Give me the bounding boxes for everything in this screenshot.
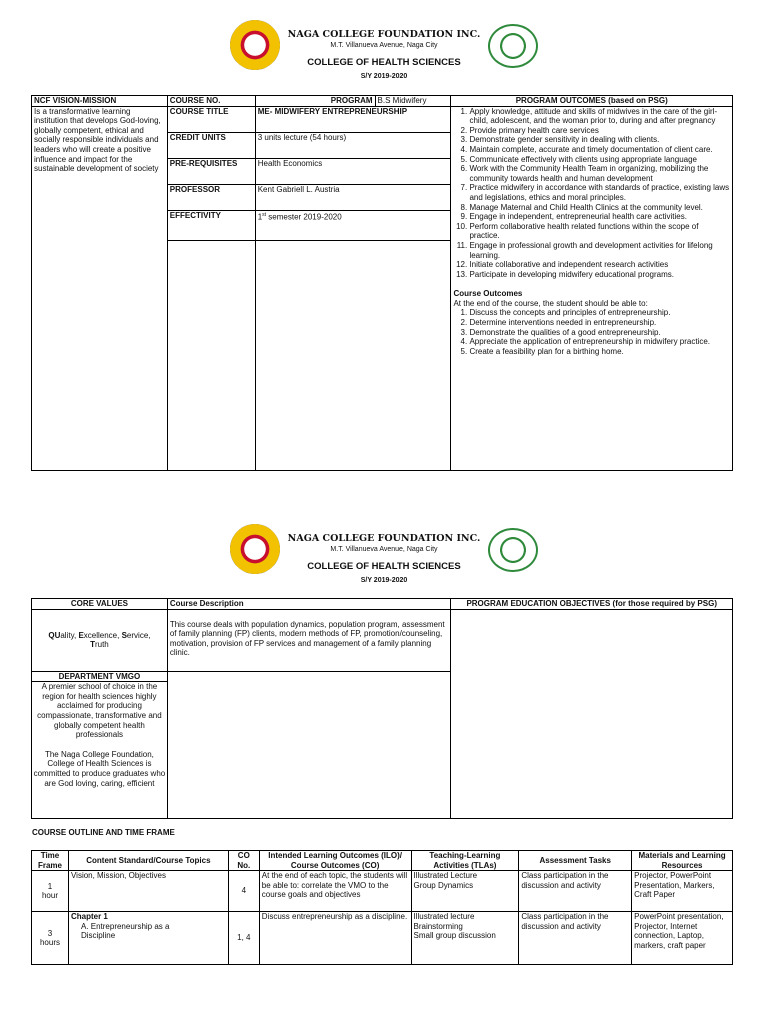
po-item: 3. Demonstrate gender sensitivity in dealing with clients. bbox=[469, 135, 730, 145]
cv-letter: E bbox=[78, 630, 84, 640]
blank-cell bbox=[167, 671, 451, 818]
blank-cell bbox=[167, 241, 255, 471]
row1-tla bbox=[411, 871, 519, 912]
time-unit: hour bbox=[41, 891, 58, 901]
prerequisites-label: PRE-REQUISITES bbox=[167, 158, 255, 184]
school-year: S/Y 2019-2020 bbox=[360, 73, 408, 80]
dept-vmgo-cell bbox=[32, 671, 168, 818]
row1-time bbox=[32, 871, 69, 912]
col-ilo: Intended Learning Outcomes (ILO)/ Course Outcomes (CO) bbox=[259, 851, 411, 871]
po-item: 2. Provide primary health care services bbox=[469, 126, 730, 136]
peo-body bbox=[451, 609, 733, 818]
row1-materials: Projector, PowerPoint Presentation, Markers, Craft Paper bbox=[632, 871, 733, 912]
tla-item: Brainstorming bbox=[413, 921, 463, 931]
course-description-text: This course deals with population dynamics, population program, assessment of family planning (FP) clients, modern methods of FP, promotion/counseling, motivation, provision of FP services and management of a family planning clinic. bbox=[169, 619, 445, 658]
course-outcomes-intro: At the end of the course, the student should be able to: bbox=[453, 298, 648, 308]
college-name: COLLEGE OF HEALTH SCIENCES bbox=[307, 561, 461, 572]
po-item: 5. Communicate effectively with clients using appropriate language bbox=[469, 155, 730, 165]
program-value: B.S Midwifery bbox=[375, 96, 451, 107]
course-title-value: ME- MIDWIFERY ENTREPRENEURSHIP bbox=[255, 106, 451, 132]
time-value: 3 bbox=[47, 928, 53, 938]
row1-assessment: Class participation in the discussion and activity bbox=[519, 871, 632, 912]
row2-tla bbox=[411, 912, 519, 965]
row2-ilo: Discuss entrepreneurship as a discipline. bbox=[259, 912, 411, 965]
school-address: M.T. Villanueva Avenue, Naga City bbox=[330, 546, 438, 553]
col-tla: Teaching-Learning Activities (TLAs) bbox=[411, 851, 519, 871]
dept-vmgo-text1: A premier school of choice in the region for health sciences highly acclaimed for producing compassionate, transformative and globally competent health professionals bbox=[37, 682, 162, 740]
core-values-text bbox=[32, 609, 168, 671]
po-heading: PROGRAM OUTCOMES (based on PSG) bbox=[451, 96, 733, 107]
effectivity-rest: semester 2019-2020 bbox=[266, 212, 342, 222]
time-value: 1 bbox=[47, 881, 53, 891]
effectivity-value bbox=[255, 210, 451, 240]
col-content: Content Standard/Course Topics bbox=[68, 851, 228, 871]
school-address: M.T. Villanueva Avenue, Naga City bbox=[330, 42, 438, 49]
school-name: NAGA COLLEGE FOUNDATION INC. bbox=[287, 29, 481, 40]
program-outcomes-cell bbox=[451, 106, 733, 470]
school-year: S/Y 2019-2020 bbox=[360, 577, 408, 584]
time-unit: hours bbox=[39, 938, 60, 948]
course-title-label: COURSE TITLE bbox=[167, 106, 255, 132]
syllabus-info-table bbox=[31, 95, 733, 471]
po-item: 12. Initiate collaborative and independent research activities bbox=[469, 260, 730, 270]
college-name: COLLEGE OF HEALTH SCIENCES bbox=[307, 57, 461, 68]
tla-item: Small group discussion bbox=[413, 931, 496, 941]
row2-assessment: Class participation in the discussion and activity bbox=[519, 912, 632, 965]
co-item: 4. Appreciate the application of entrepreneurship in midwifery practice. bbox=[469, 337, 730, 347]
professor-label: PROFESSOR bbox=[167, 184, 255, 210]
col-assessment: Assessment Tasks bbox=[519, 851, 632, 871]
credit-units-label: CREDIT UNITS bbox=[167, 132, 255, 158]
cv-letter: T bbox=[90, 640, 95, 650]
peo-heading: PROGRAM EDUCATION OBJECTIVES (for those required by PSG) bbox=[451, 599, 733, 610]
table-row bbox=[32, 912, 733, 965]
cv-letter: S bbox=[121, 630, 127, 640]
cv-word: ality, bbox=[60, 630, 79, 640]
cv-word: xcellence, bbox=[83, 630, 122, 640]
course-outline-table bbox=[31, 850, 733, 965]
effectivity-sup: st bbox=[262, 211, 267, 218]
school-name: NAGA COLLEGE FOUNDATION INC. bbox=[287, 533, 481, 544]
dept-vmgo-text2: The Naga College Foundation, College of Health Sciences is committed to produce graduates who are God loving, caring, efficient bbox=[33, 749, 166, 788]
topic-text: A. Entrepreneurship as a Discipline bbox=[80, 921, 170, 941]
professor-value: Kent Gabriell L. Austria bbox=[255, 184, 451, 210]
row2-topic bbox=[68, 912, 228, 965]
row1-topic: Vision, Mission, Objectives bbox=[68, 871, 228, 912]
po-item: 10. Perform collaborative health related functions within the scope of practice. bbox=[469, 222, 730, 241]
prerequisites-value: Health Economics bbox=[255, 158, 451, 184]
dept-vmgo-heading: DEPARTMENT VMGO bbox=[32, 672, 167, 683]
po-item: 6. Work with the Community Health Team in organizing, mobilizing the community towards health and human development bbox=[469, 164, 730, 183]
tla-item: Group Dynamics bbox=[413, 880, 474, 890]
tla-item: Illustrated Lecture bbox=[413, 871, 478, 881]
chapter-label: Chapter 1 bbox=[70, 912, 108, 922]
blank-cell bbox=[255, 241, 451, 471]
course-no-label: COURSE NO. bbox=[167, 96, 255, 107]
values-description-table bbox=[31, 598, 733, 819]
tla-item: Illustrated lecture bbox=[413, 912, 475, 922]
credit-units-value: 3 units lecture (54 hours) bbox=[255, 132, 451, 158]
effectivity-label: EFFECTIVITY bbox=[167, 210, 255, 240]
vm-text: Is a transformative learning institution that develops God-loving, globally competent, ethical and socially responsible individuals and leaders who will create a positive influence and impact for the sustainable development of society bbox=[32, 106, 168, 470]
row2-co: 1, 4 bbox=[228, 912, 259, 965]
co-item: 5. Create a feasibility plan for a birthing home. bbox=[469, 347, 730, 357]
col-materials: Materials and Learning Resources bbox=[632, 851, 733, 871]
program-label: PROGRAM bbox=[255, 96, 375, 107]
col-co-no: CO No. bbox=[228, 851, 259, 871]
cv-letter: QU bbox=[48, 630, 61, 640]
table-row bbox=[32, 871, 733, 912]
co-item: 3. Demonstrate the qualities of a good entrepreneurship. bbox=[469, 328, 730, 338]
po-item: 7. Practice midwifery in accordance with standards of practice, existing laws and legislations, ethics and moral principles. bbox=[469, 183, 730, 202]
program-outcomes-list bbox=[453, 107, 730, 280]
vm-heading: NCF VISION-MISSION bbox=[32, 96, 168, 107]
row1-co: 4 bbox=[228, 871, 259, 912]
effectivity-num: 1 bbox=[257, 212, 263, 222]
core-values-heading: CORE VALUES bbox=[32, 599, 168, 610]
po-item: 9. Engage in independent, entrepreneurial health care activities. bbox=[469, 212, 730, 222]
po-item: 8. Manage Maternal and Child Health Clinics at the community level. bbox=[469, 203, 730, 213]
course-description-heading: Course Description bbox=[168, 599, 451, 610]
cv-word: ervice, bbox=[126, 630, 151, 640]
po-item: 1. Apply knowledge, attitude and skills of midwives in the care of the girl-child, adolescent, and the woman prior to, during and after pregnancy bbox=[469, 107, 730, 126]
course-outline-title: COURSE OUTLINE AND TIME FRAME bbox=[32, 828, 175, 837]
course-description-cell bbox=[167, 599, 451, 672]
co-item: 2. Determine interventions needed in entrepreneurship. bbox=[469, 318, 730, 328]
course-outcomes-list bbox=[453, 308, 730, 356]
po-item: 11. Engage in professional growth and development activities for lifelong learning. bbox=[469, 241, 730, 260]
po-item: 13. Participate in developing midwifery educational programs. bbox=[469, 270, 730, 280]
row1-ilo: At the end of each topic, the students will be able to: correlate the VMO to the course goals and objectives bbox=[259, 871, 411, 912]
cv-word: ruth bbox=[94, 640, 109, 650]
col-time-frame: Time Frame bbox=[32, 851, 69, 871]
row2-materials: PowerPoint presentation, Projector, Internet connection, Laptop, markers, craft paper bbox=[632, 912, 733, 965]
co-item: 1. Discuss the concepts and principles of entrepreneurship. bbox=[469, 308, 730, 318]
po-item: 4. Maintain complete, accurate and timely documentation of client care. bbox=[469, 145, 730, 155]
row2-time bbox=[32, 912, 69, 965]
course-outcomes-heading: Course Outcomes bbox=[453, 289, 523, 299]
